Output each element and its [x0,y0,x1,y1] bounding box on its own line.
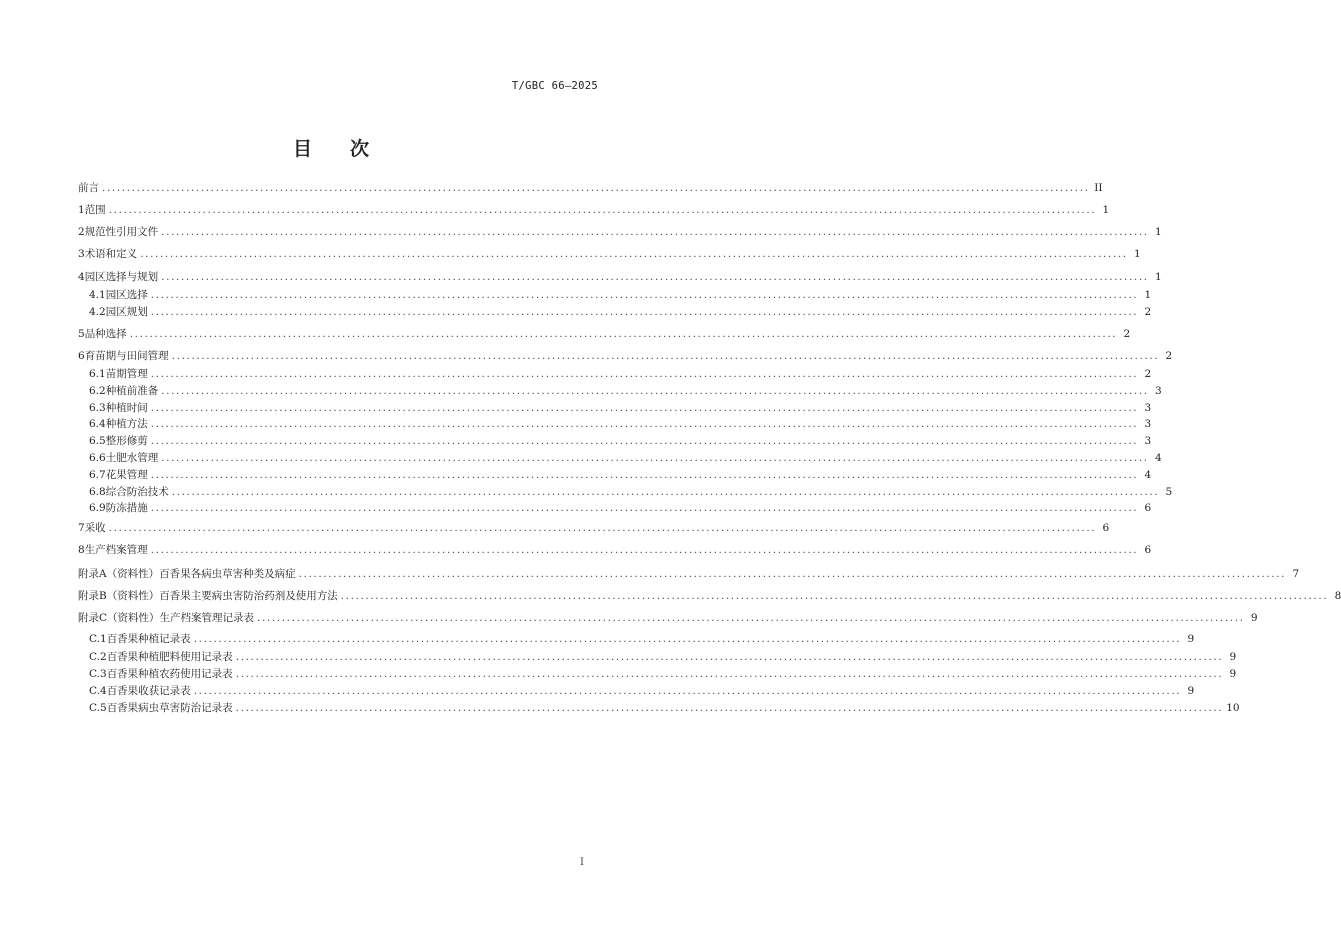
toc-dot-leader: ........................................................................................................................................................................................................ [150,502,1139,514]
toc-dot-leader: ........................................................................................................................................................................................................ [193,685,1182,697]
toc-dot-leader: ........................................................................................................................................................................................................ [235,651,1224,663]
page-title [0,134,662,161]
toc-entry[interactable] [89,400,1152,417]
toc-dot-leader: ........................................................................................................................................................................................................ [150,306,1139,318]
toc-entry-number: 6.6 [89,452,106,464]
toc-entry-page: 3 [1144,418,1152,430]
toc-entry[interactable] [78,542,1152,559]
toc-dot-leader: ........................................................................................................................................................................................................ [150,418,1139,430]
toc-entry-number: 4.1 [89,289,106,301]
standard-code: T/GBC 66—2025 [511,80,598,92]
toc-entry-page: 2 [1144,368,1152,380]
toc-entry-page: 1 [1155,271,1162,283]
toc-entry-label: 百香果各病虫草害种类及病症 [159,568,296,580]
toc-entry-page: 9 [1187,685,1195,697]
toc-entry-label: 采收 [84,522,106,534]
toc-dot-leader: ........................................................................................................................................................................................................ [235,668,1224,680]
toc-entry-label: 百香果病虫草害防治记录表 [106,702,233,714]
toc-entry-page: 3 [1144,402,1152,414]
toc-entry-number: C.2 [89,651,107,663]
toc-entry[interactable] [89,467,1152,484]
toc-entry-number: 6.7 [89,469,106,481]
toc-entry-label: 规范性引用文件 [84,226,159,238]
toc-dot-leader: ........................................................................................................................................................................................................ [140,248,1128,260]
toc-entry-label: 生产档案管理 [84,544,148,556]
toc-entry-number: 8 [78,544,85,556]
toc-dot-leader: ........................................................................................................................................................................................................ [150,402,1139,414]
toc-entry-number: 6.8 [89,486,106,498]
toc-entry-label: 生产档案管理记录表 [159,612,255,624]
toc-entry-label: 土肥水管理 [105,452,159,464]
toc-entry-number: 6.5 [89,435,106,447]
toc-entry-label: 前言 [78,182,99,194]
toc-entry-label: 花果管理 [105,469,148,481]
toc-entry-number: 6.9 [89,502,106,514]
toc-dot-leader: ........................................................................................................................................................................................................ [161,226,1149,238]
toc-entry-label: 防冻措施 [105,502,148,514]
toc-entry-page: 7 [1292,568,1300,580]
toc-entry-number: C.3 [89,668,107,680]
toc-entry-label: 苗期管理 [105,368,148,380]
title-char-1: 目 [292,138,312,160]
toc-entry[interactable] [89,450,1162,467]
toc-entry-number: 2 [78,226,85,238]
toc-entry-page: II [1094,182,1103,194]
toc-entry-number: 4 [78,271,85,283]
toc-entry[interactable] [78,180,1103,197]
toc-entry-page: 1 [1155,226,1162,238]
toc-entry[interactable] [78,202,1110,219]
toc-entry-page: 6 [1102,522,1110,534]
toc-entry[interactable] [89,666,1237,683]
toc-entry-page: 9 [1229,651,1237,663]
toc-entry-number: 6.2 [89,385,106,397]
toc-entry-page: 5 [1165,486,1173,498]
toc-entry-label: 育苗期与田间管理 [84,350,169,362]
toc-entry-page: 4 [1144,469,1152,481]
toc-entry-label: 品种选择 [84,328,127,340]
toc-dot-leader: ........................................................................................................................................................................................................ [102,182,1090,194]
toc-entry-label: 园区选择 [105,289,148,301]
toc-entry-label: 园区选择与规划 [84,271,159,283]
toc-entry-number: C.4 [89,685,107,697]
toc-dot-leader: ........................................................................................................................................................................................................ [171,486,1160,498]
toc-entry-number: 附录A（资料性） [78,568,160,580]
toc-entry[interactable] [78,348,1173,365]
toc-entry-number: C.1 [89,633,107,645]
toc-entry[interactable] [89,484,1173,501]
toc-entry-number: 附录B（资料性） [78,590,160,602]
toc-entry-label: 综合防治技术 [105,486,169,498]
toc-entry-page: 6 [1144,502,1152,514]
toc-entry-number: 附录C（资料性） [78,612,160,624]
toc-entry-number: 4.2 [89,306,106,318]
toc-entry-number: 7 [78,522,85,534]
toc-dot-leader: ........................................................................................................................................................................................................ [161,452,1149,464]
toc-entry-number: 6.4 [89,418,106,430]
toc-dot-leader: ........................................................................................................................................................................................................ [150,435,1139,447]
toc-entry-page: 8 [1334,590,1341,602]
toc-entry-label: 百香果收获记录表 [106,685,191,697]
toc-dot-leader: ........................................................................................................................................................................................................ [257,612,1245,624]
toc-entry[interactable] [78,610,1258,627]
toc-dot-leader: ........................................................................................................................................................................................................ [150,544,1139,556]
toc-entry[interactable] [89,631,1195,648]
toc-entry-page: 3 [1155,385,1162,397]
toc-entry[interactable] [89,304,1152,321]
toc-dot-leader: ........................................................................................................................................................................................................ [235,702,1224,714]
title-char-2: 次 [350,138,370,160]
toc-entry-number: 1 [78,204,85,216]
toc-entry-page: 1 [1144,289,1152,301]
toc-entry-label: 园区规划 [105,306,148,318]
toc-entry[interactable] [89,366,1152,383]
toc-dot-leader: ........................................................................................................................................................................................................ [108,522,1097,534]
toc-entry-page: 9 [1229,668,1237,680]
toc-entry-number: 6 [78,350,85,362]
toc-entry-page: 2 [1123,328,1131,340]
toc-entry-page: 2 [1165,350,1173,362]
toc-entry-label: 术语和定义 [84,248,138,260]
toc-entry-page: 10 [1226,702,1240,714]
toc-entry-number: C.5 [89,702,107,714]
toc-entry-page: 3 [1144,435,1152,447]
toc-entry[interactable] [89,383,1162,400]
toc-entry-label: 种植前准备 [105,385,159,397]
toc-dot-leader: ........................................................................................................................................................................................................ [171,350,1160,362]
toc-entry[interactable] [78,520,1110,537]
toc-entry[interactable] [78,269,1162,286]
toc-dot-leader: ........................................................................................................................................................................................................ [108,204,1097,216]
toc-entry-number: 6.1 [89,368,106,380]
toc-entry[interactable] [78,588,1341,605]
toc-entry[interactable] [78,566,1300,583]
footer-page-number: I [580,857,584,868]
toc-entry[interactable] [78,326,1131,343]
toc-entry-page: 2 [1144,306,1152,318]
toc-entry[interactable] [89,433,1152,450]
toc-dot-leader: ........................................................................................................................................................................................................ [298,568,1287,580]
toc-entry-number: 5 [78,328,85,340]
toc-dot-leader: ........................................................................................................................................................................................................ [150,289,1139,301]
toc-entry-page: 4 [1155,452,1162,464]
toc-entry-label: 整形修剪 [105,435,148,447]
toc-dot-leader: ........................................................................................................................................................................................................ [150,469,1139,481]
toc-entry-page: 9 [1250,612,1258,624]
toc-dot-leader: ........................................................................................................................................................................................................ [129,328,1118,340]
toc-entry[interactable] [89,649,1237,666]
toc-entry-number: 6.3 [89,402,106,414]
toc-entry[interactable] [78,224,1162,241]
toc-entry[interactable] [89,416,1152,433]
toc-dot-leader: ........................................................................................................................................................................................................ [161,385,1149,397]
toc-entry-label: 种植时间 [105,402,148,414]
toc-entry-label: 种植方法 [105,418,148,430]
toc-entry[interactable] [89,700,1240,717]
toc-entry-label: 百香果主要病虫害防治药剂及使用方法 [159,590,338,602]
toc-dot-leader: ........................................................................................................................................................................................................ [161,271,1149,283]
toc-entry[interactable] [78,246,1141,263]
toc-entry-label: 百香果种植记录表 [106,633,191,645]
toc-entry-page: 9 [1187,633,1195,645]
toc-entry-label: 范围 [84,204,106,216]
toc-dot-leader: ........................................................................................................................................................................................................ [150,368,1139,380]
toc-dot-leader: ........................................................................................................................................................................................................ [193,633,1182,645]
toc-entry[interactable] [89,500,1152,517]
toc-dot-leader: ........................................................................................................................................................................................................ [340,590,1329,602]
toc-entry-number: 3 [78,248,85,260]
toc-entry[interactable] [89,287,1152,304]
toc-entry-page: 1 [1102,204,1110,216]
toc-entry[interactable] [89,683,1195,700]
toc-entry-page: 1 [1134,248,1141,260]
toc-entry-page: 6 [1144,544,1152,556]
toc-entry-label: 百香果种植肥料使用记录表 [106,651,233,663]
toc-entry-label: 百香果种植农药使用记录表 [106,668,233,680]
